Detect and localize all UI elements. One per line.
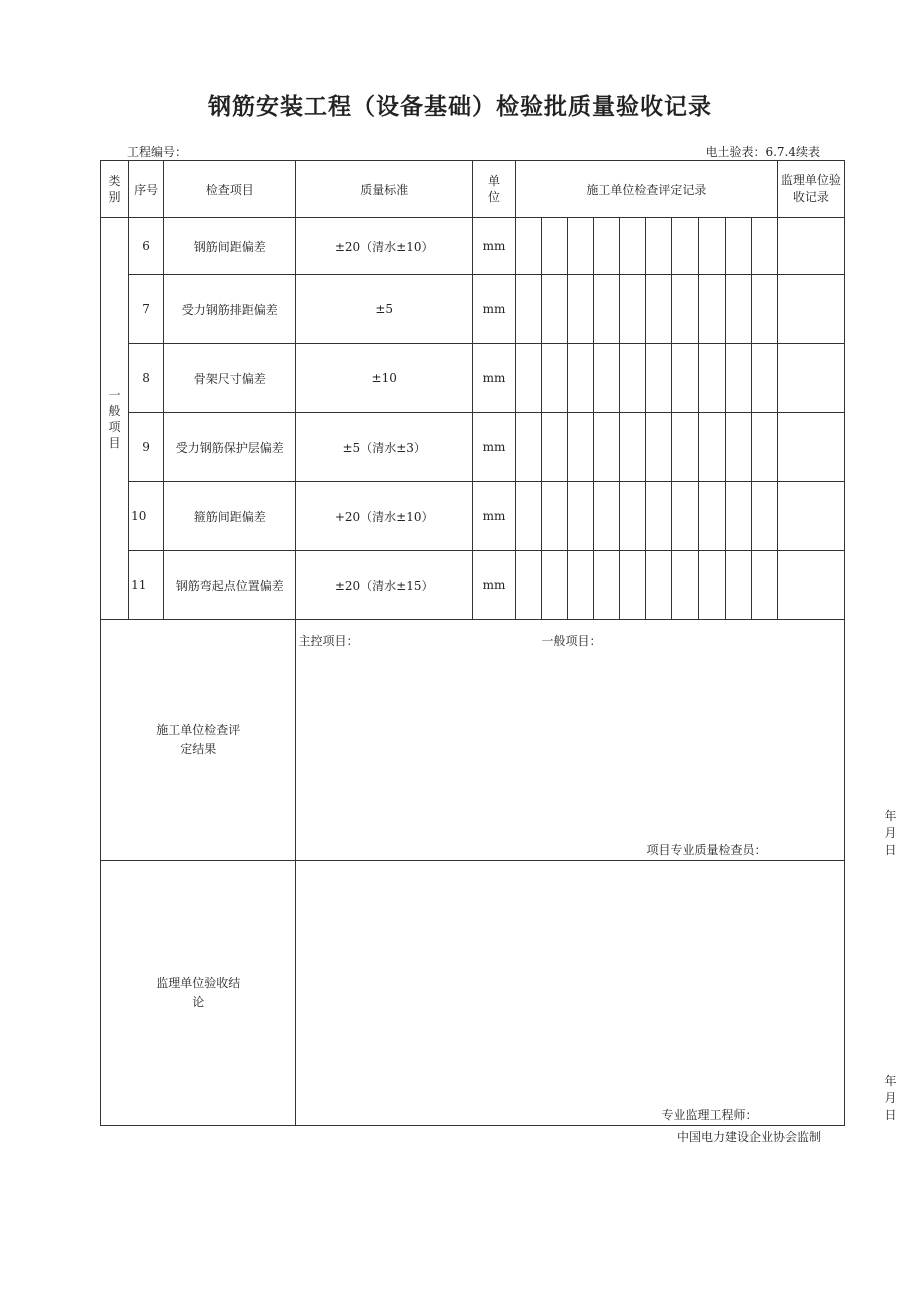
record-cell[interactable] (699, 218, 725, 275)
table-row (101, 482, 845, 551)
page-title: 钢筋安装工程（设备基础）检验批质量验收记录 (208, 94, 712, 120)
supervision-cell[interactable] (777, 275, 844, 344)
record-cell[interactable] (620, 413, 646, 482)
row-seq: 8 (129, 344, 164, 413)
record-cell[interactable] (620, 275, 646, 344)
construction-date-label: 年月日 (884, 809, 897, 857)
record-cell[interactable] (620, 482, 646, 551)
main-items-label: 主控项目： (298, 634, 359, 648)
table-row (101, 218, 845, 275)
record-cell[interactable] (646, 551, 672, 620)
project-no-label: 工程编号： (127, 145, 188, 159)
record-cell[interactable] (620, 344, 646, 413)
inspection-table (100, 160, 897, 1126)
record-cell[interactable] (725, 482, 751, 551)
row-item: 箍筋间距偏差 (164, 482, 296, 551)
construction-result-label: 施工单位检查评定结果 (101, 620, 296, 861)
supervision-result-row (101, 861, 845, 1126)
record-cell[interactable] (594, 482, 620, 551)
record-cell[interactable] (725, 413, 751, 482)
record-cell[interactable] (516, 218, 542, 275)
header-category: 类别 (101, 161, 129, 218)
row-item: 钢筋间距偏差 (164, 218, 296, 275)
supervision-date-label: 年月日 (884, 1074, 897, 1122)
record-cell[interactable] (516, 551, 542, 620)
record-cell[interactable] (699, 344, 725, 413)
row-unit: mm (472, 275, 515, 344)
header-seq: 序号 (129, 161, 164, 218)
table-row (101, 344, 845, 413)
supervision-cell[interactable] (777, 413, 844, 482)
record-cell[interactable] (594, 413, 620, 482)
record-cell[interactable] (542, 275, 568, 344)
header-item: 检查项目 (164, 161, 296, 218)
supervision-cell[interactable] (777, 344, 844, 413)
supervision-result-body[interactable] (296, 861, 897, 1126)
row-item: 骨架尺寸偏差 (164, 344, 296, 413)
row-standard: ±10 (296, 344, 472, 413)
row-item: 受力钢筋排距偏差 (164, 275, 296, 344)
row-unit: mm (472, 413, 515, 482)
supervision-cell[interactable] (777, 218, 844, 275)
record-cell[interactable] (568, 482, 594, 551)
record-cell[interactable] (646, 413, 672, 482)
record-cell[interactable] (751, 482, 777, 551)
header-unit: 单位 (472, 161, 515, 218)
row-item: 钢筋弯起点位置偏差 (164, 551, 296, 620)
record-cell[interactable] (751, 275, 777, 344)
row-standard: +20（清水±10） (296, 482, 472, 551)
record-cell[interactable] (620, 551, 646, 620)
record-cell[interactable] (751, 413, 777, 482)
record-cell[interactable] (751, 551, 777, 620)
record-cell[interactable] (620, 218, 646, 275)
row-seq: 7 (129, 275, 164, 344)
record-cell[interactable] (751, 218, 777, 275)
record-cell[interactable] (751, 344, 777, 413)
record-cell[interactable] (516, 275, 542, 344)
footer-note: 中国电力建设企业协会监制 (676, 1130, 821, 1144)
category-cell: 一般项目 (101, 218, 129, 620)
record-cell[interactable] (542, 551, 568, 620)
record-cell[interactable] (516, 413, 542, 482)
record-cell[interactable] (646, 482, 672, 551)
record-cell[interactable] (672, 413, 699, 482)
table-row (101, 413, 845, 482)
supervision-cell[interactable] (777, 482, 844, 551)
record-cell[interactable] (725, 218, 751, 275)
record-cell[interactable] (646, 218, 672, 275)
record-cell[interactable] (594, 275, 620, 344)
record-cell[interactable] (725, 344, 751, 413)
record-cell[interactable] (568, 413, 594, 482)
row-seq: 10 (129, 482, 164, 551)
record-cell[interactable] (542, 344, 568, 413)
row-unit: mm (472, 218, 515, 275)
table-row (101, 275, 845, 344)
row-seq: 9 (129, 413, 164, 482)
supervision-result-label: 监理单位验收结论 (101, 861, 296, 1126)
row-standard: ±5 (296, 275, 472, 344)
record-cell[interactable] (542, 218, 568, 275)
row-standard: ±20（清水±10） (296, 218, 472, 275)
row-unit: mm (472, 551, 515, 620)
row-seq: 6 (129, 218, 164, 275)
general-items-label: 一般项目： (541, 634, 602, 648)
construction-result-body[interactable] (296, 620, 897, 861)
record-cell[interactable] (516, 344, 542, 413)
record-cell[interactable] (568, 275, 594, 344)
row-unit: mm (472, 344, 515, 413)
header-row (101, 161, 845, 218)
record-cell[interactable] (568, 344, 594, 413)
record-cell[interactable] (516, 482, 542, 551)
record-cell[interactable] (542, 482, 568, 551)
record-cell[interactable] (672, 482, 699, 551)
quality-inspector-label: 项目专业质量检查员： (646, 843, 767, 857)
header-supervision-record: 监理单位验收记录 (777, 161, 844, 218)
record-cell[interactable] (646, 275, 672, 344)
record-cell[interactable] (699, 551, 725, 620)
record-cell[interactable] (542, 413, 568, 482)
row-seq: 11 (129, 551, 164, 620)
row-standard: ±5（清水±3） (296, 413, 472, 482)
row-standard: ±20（清水±15） (296, 551, 472, 620)
record-cell[interactable] (699, 482, 725, 551)
record-cell[interactable] (594, 551, 620, 620)
record-cell[interactable] (672, 344, 699, 413)
supervision-engineer-label: 专业监理工程师： (661, 1108, 758, 1122)
record-cell[interactable] (672, 218, 699, 275)
record-cell[interactable] (725, 275, 751, 344)
record-cell[interactable] (594, 218, 620, 275)
record-cell[interactable] (699, 413, 725, 482)
record-cell[interactable] (646, 344, 672, 413)
form-number: 电土验表：6.7.4续表 (705, 145, 820, 159)
record-cell[interactable] (672, 551, 699, 620)
record-cell[interactable] (568, 218, 594, 275)
record-cell[interactable] (594, 344, 620, 413)
header-construction-record: 施工单位检查评定记录 (516, 161, 778, 218)
record-cell[interactable] (568, 551, 594, 620)
row-item: 受力钢筋保护层偏差 (164, 413, 296, 482)
construction-result-row (101, 620, 845, 861)
record-cell[interactable] (672, 275, 699, 344)
supervision-cell[interactable] (777, 551, 844, 620)
record-cell[interactable] (699, 275, 725, 344)
row-unit: mm (472, 482, 515, 551)
record-cell[interactable] (725, 551, 751, 620)
header-standard: 质量标准 (296, 161, 472, 218)
table-row (101, 551, 845, 620)
